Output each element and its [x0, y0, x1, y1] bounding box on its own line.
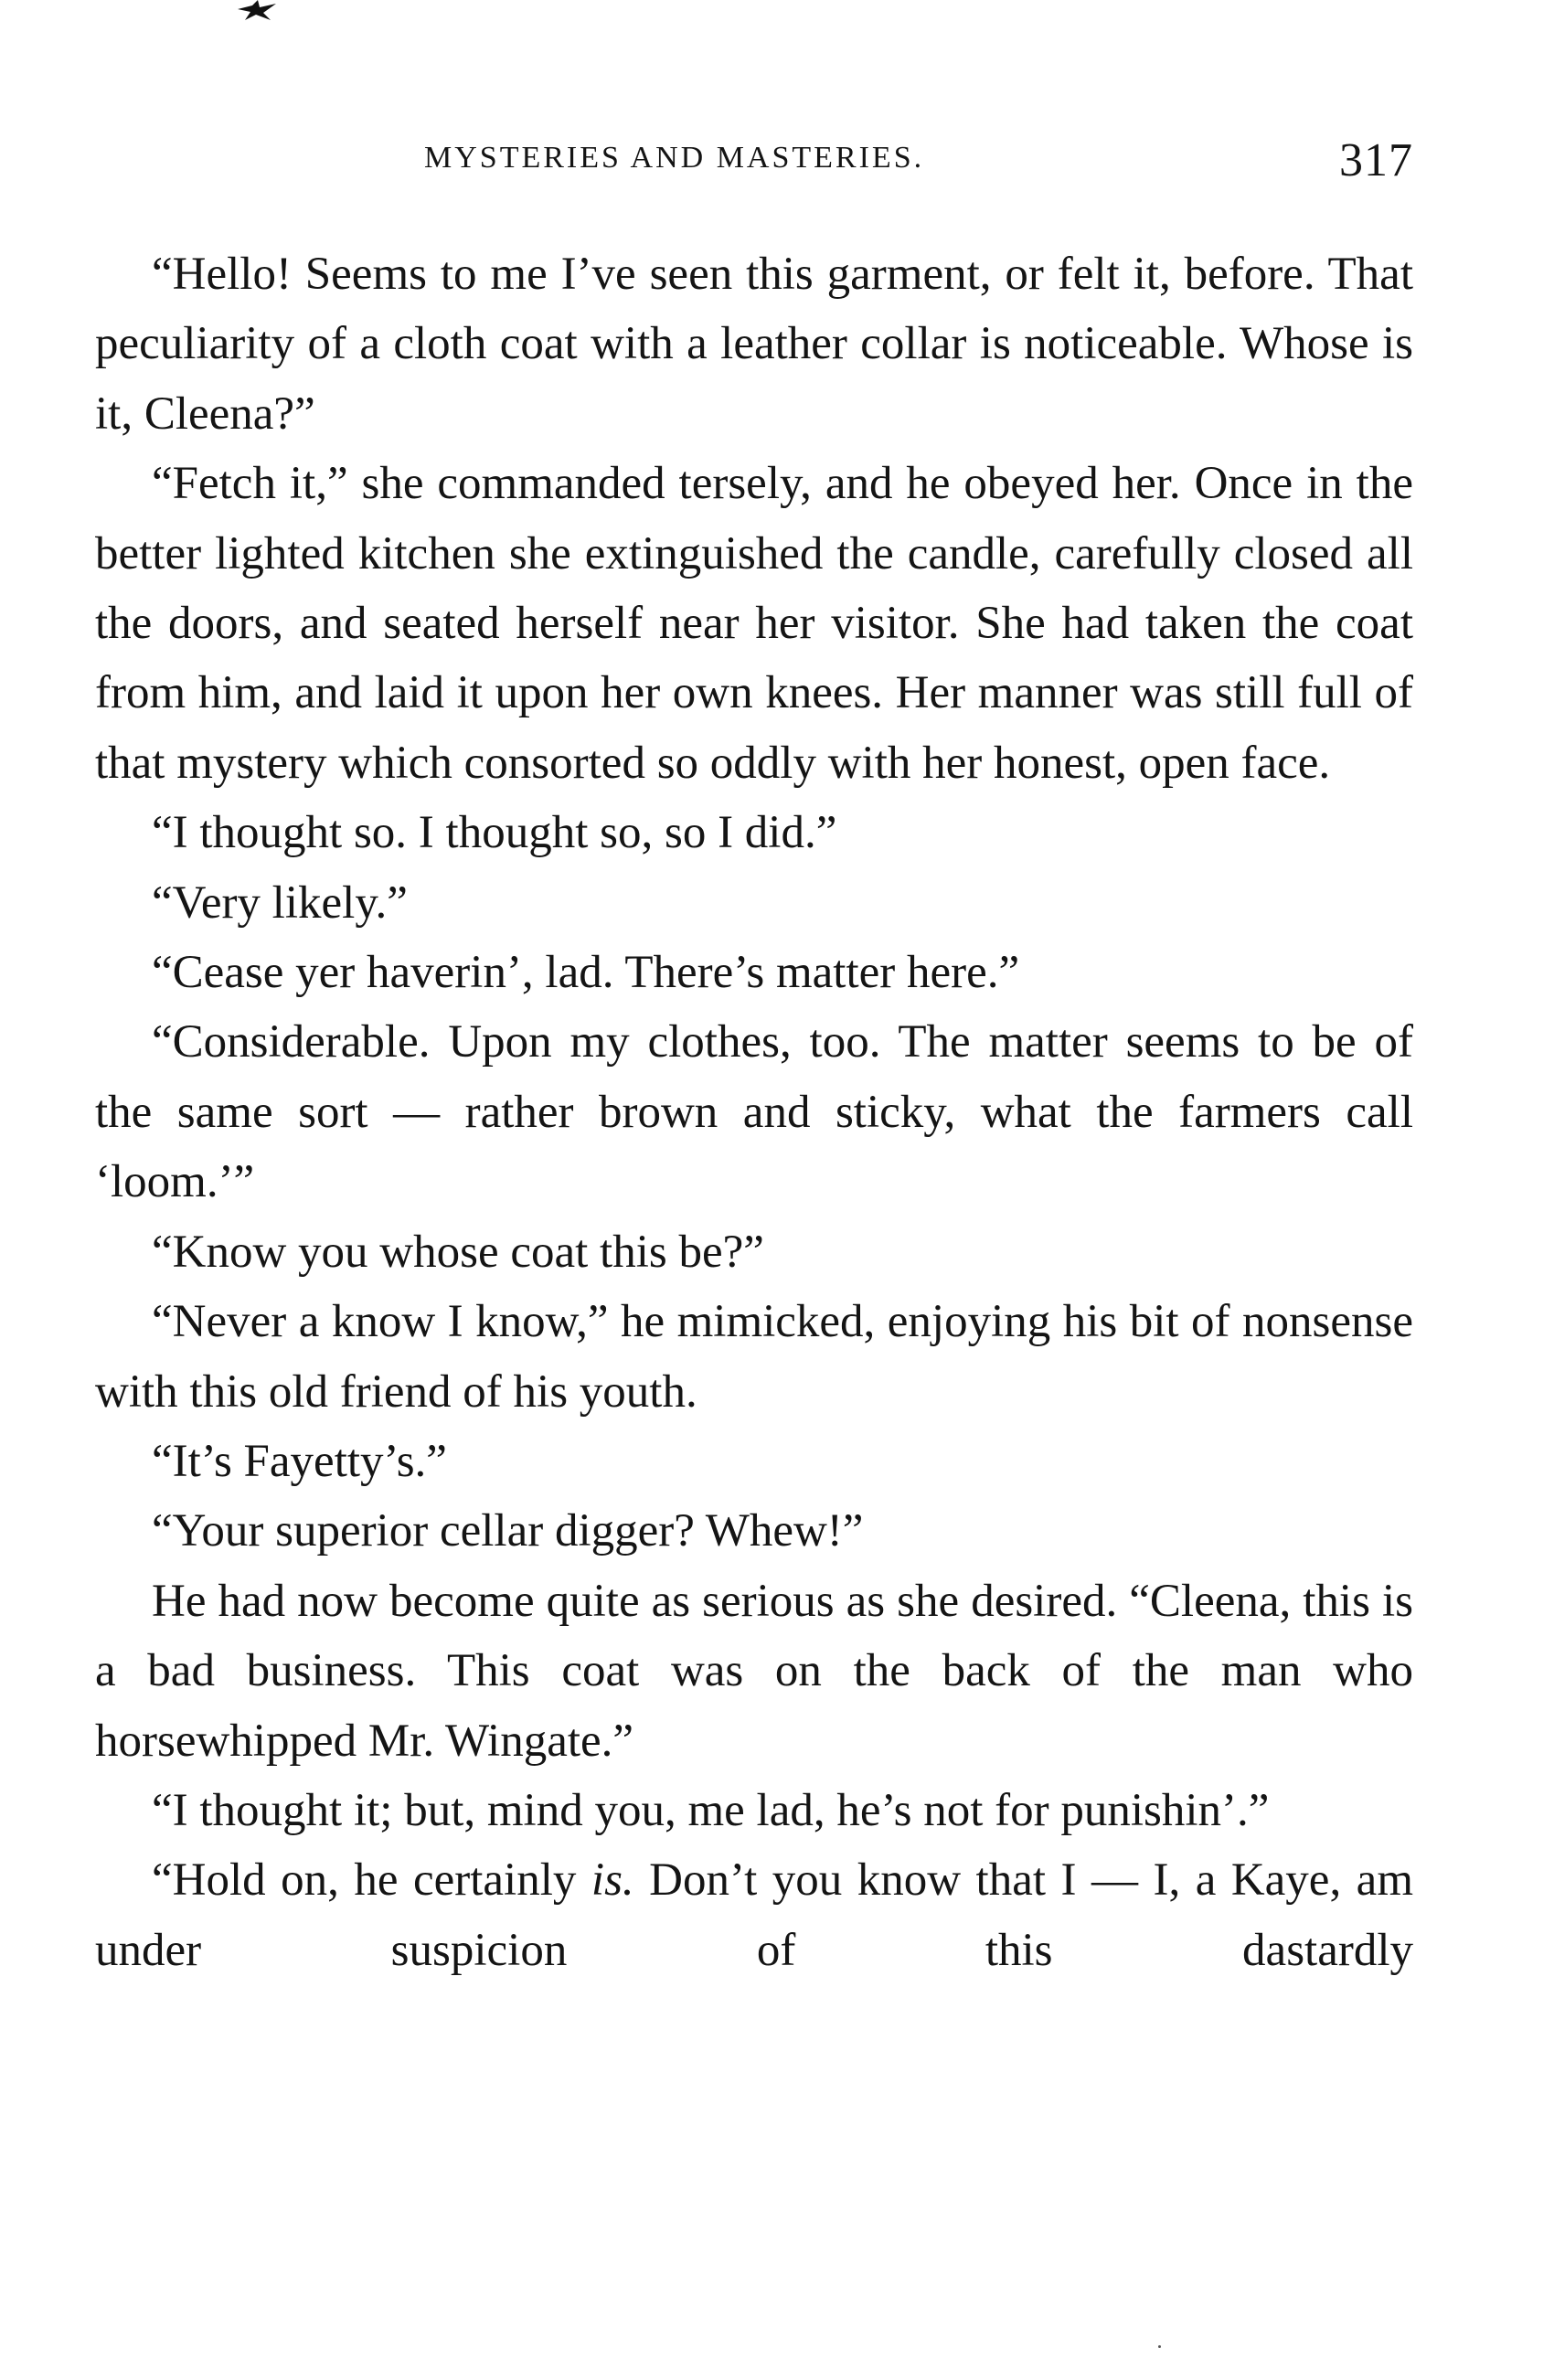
paragraph-continued — [95, 1845, 1413, 1985]
text-run: “Hold on, he certainly — [152, 1854, 591, 1907]
emphasized-word: is. — [591, 1854, 634, 1907]
paragraph: “Hello! Seems to me I’ve seen this garment, or felt it, before. That peculiarity of a cloth coat with a leather collar is noticeable. Whose is it, Cleena?” — [95, 249, 1413, 440]
running-head: MYSTERIES AND MASTERIES. — [424, 141, 925, 175]
paragraph: He had now become quite as serious as she desired. “Cleena, this is a bad business. This coat was on the back of the man who horsewhipped Mr. Wingate.” — [95, 1575, 1413, 1767]
page-number: 317 — [1339, 134, 1413, 186]
paragraph: “It’s Fayetty’s.” — [152, 1435, 447, 1487]
paragraph: “Never a know I know,” he mimicked, enjoying his bit of nonsense with this old friend of his youth. — [95, 1296, 1413, 1418]
paragraph: “Very likely.” — [152, 877, 408, 929]
paragraph: “Fetch it,” she commanded tersely, and he obeyed her. Once in the better lighted kitchen she extinguished the candle, carefully closed all the doors, and seated herself near her visitor. She had taken the coat from him, and laid it upon her own knees. Her manner was still full of that mystery which consorted so oddly with her honest, open face. — [95, 458, 1413, 789]
page-header — [95, 134, 1413, 194]
paragraph: “I thought it; but, mind you, me lad, he’s not for punishin’.” — [152, 1784, 1270, 1836]
paragraph: “Your superior cellar digger? Whew!” — [152, 1505, 864, 1557]
text-run: Don’t you know that I — I, a Kaye, am under suspicion of this dastardly — [95, 1854, 1413, 1976]
body-text — [95, 239, 1413, 1985]
paragraph: “Considerable. Upon my clothes, too. The matter seems to be of the same sort — rather brown and sticky, what the farmers call ‘loom.’” — [95, 1016, 1413, 1208]
paragraph: “Cease yer haverin’, lad. There’s matter here.” — [152, 947, 1020, 999]
paragraph: “Know you whose coat this be?” — [152, 1226, 764, 1278]
paragraph: “I thought so. I thought so, so I did.” — [152, 807, 837, 859]
print-speck — [1158, 2345, 1161, 2348]
printer-ornament-icon — [236, 0, 278, 22]
